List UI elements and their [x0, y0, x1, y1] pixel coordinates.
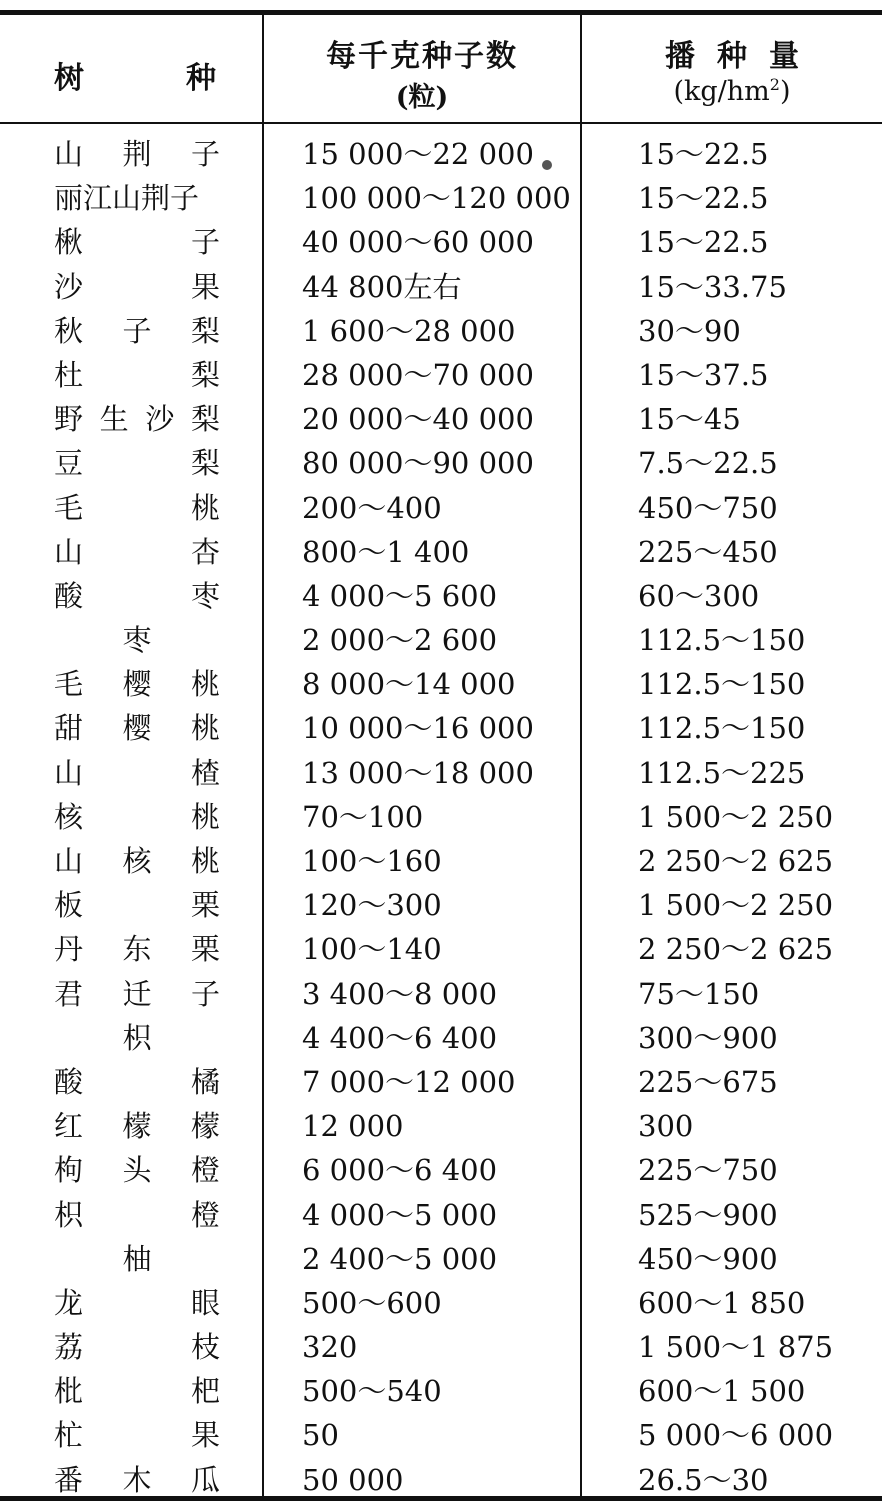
table-row — [0, 132, 882, 176]
table-row — [0, 751, 882, 795]
sowing-rate-cell: 225～750 — [638, 1153, 778, 1188]
species-cell: 野 生 沙 梨 — [54, 402, 220, 437]
seeds-count-cell: 800～1 400 — [302, 534, 470, 569]
seeds-count-cell: 100～160 — [302, 844, 442, 878]
species-cell: 甜 樱 桃 — [54, 711, 220, 746]
species-cell: 核 桃 — [54, 799, 220, 834]
table-header-rule — [0, 122, 882, 124]
table-row — [0, 1325, 882, 1369]
species-cell: 龙 眼 — [54, 1285, 220, 1320]
species-cell: 山 核 桃 — [54, 844, 220, 878]
species-cell: 番 木 瓜 — [54, 1462, 220, 1497]
table-row — [0, 353, 882, 397]
unit-text: (kg/hm — [673, 76, 770, 107]
sowing-rate-cell: 112.5～150 — [638, 623, 806, 658]
species-cell: 沙 果 — [54, 269, 220, 304]
table-row — [0, 1413, 882, 1457]
species-cell: 毛 桃 — [54, 490, 220, 525]
sowing-rate-cell: 75～150 — [638, 976, 760, 1011]
table-row — [0, 618, 882, 662]
species-cell: 酸 枣 — [54, 578, 220, 613]
seeds-count-cell: 2 000～2 600 — [302, 623, 498, 658]
unit-superscript: 2 — [769, 75, 780, 94]
header-seeds-unit: (粒) — [395, 82, 449, 113]
species-cell: 板 栗 — [54, 888, 220, 923]
sowing-rate-cell: 225～450 — [638, 534, 778, 569]
seeds-count-cell: 4 000～5 600 — [302, 578, 498, 613]
ink-speck — [542, 160, 552, 170]
species-cell: 山 杏 — [54, 534, 220, 569]
header-seeds-per-kg — [264, 15, 580, 122]
species-cell: 毛 樱 桃 — [54, 667, 220, 702]
seeds-count-cell: 12 000 — [302, 1109, 404, 1144]
sowing-rate-cell: 300～900 — [638, 1020, 778, 1055]
table-row — [0, 883, 882, 927]
table-row — [0, 1369, 882, 1413]
species-cell: 丹 东 栗 — [54, 932, 220, 967]
sowing-rate-cell: 15～22.5 — [638, 225, 769, 260]
seeds-count-cell: 100 000～120 000 — [302, 181, 571, 216]
seeds-count-cell: 7 000～12 000 — [302, 1064, 516, 1099]
seeds-count-cell: 6 000～6 400 — [302, 1153, 498, 1188]
table-row — [0, 839, 882, 883]
sowing-rate-cell: 15～45 — [638, 402, 741, 437]
seeds-count-cell: 15 000～22 000 — [302, 137, 534, 171]
sowing-rate-cell: 600～1 500 — [638, 1374, 806, 1409]
header-sowing-rate — [582, 15, 882, 122]
table-row — [0, 1193, 882, 1237]
seeds-count-cell: 50 — [302, 1418, 339, 1453]
species-cell: 枸 头 橙 — [54, 1153, 220, 1188]
species-cell: 山 楂 — [54, 755, 220, 790]
sowing-rate-cell: 5 000～6 000 — [638, 1418, 834, 1453]
sowing-rate-cell: 2 250～2 625 — [638, 932, 834, 967]
seeds-count-cell: 70～100 — [302, 799, 424, 834]
sowing-rate-cell: 1 500～2 250 — [638, 799, 834, 834]
seeds-count-cell: 320 — [302, 1330, 358, 1365]
table-row — [0, 176, 882, 220]
sowing-rate-cell: 15～33.75 — [638, 269, 787, 304]
sowing-rate-cell: 15～37.5 — [638, 357, 769, 392]
table-row — [0, 441, 882, 485]
seeds-count-cell: 8 000～14 000 — [302, 667, 516, 702]
sowing-rate-cell: 26.5～30 — [638, 1462, 769, 1497]
table-row — [0, 1104, 882, 1148]
seeds-count-cell: 1 600～28 000 — [302, 313, 516, 348]
species-cell: 君 迁 子 — [54, 976, 220, 1011]
table-row — [0, 706, 882, 750]
sowing-rate-cell: 60～300 — [638, 578, 760, 613]
species-cell: 荔 枝 — [54, 1330, 220, 1365]
species-cell: 丽江山荆子 — [54, 181, 200, 216]
sowing-rate-cell: 450～900 — [638, 1241, 778, 1276]
sowing-rate-cell: 15～22.5 — [638, 181, 769, 216]
species-cell: 酸 橘 — [54, 1064, 220, 1099]
table-row — [0, 220, 882, 264]
header-species-char: 种 — [186, 61, 216, 96]
seeds-count-cell: 4 000～5 000 — [302, 1197, 498, 1232]
table-row — [0, 486, 882, 530]
sowing-rate-cell: 525～900 — [638, 1197, 778, 1232]
seeds-count-cell: 28 000～70 000 — [302, 357, 534, 392]
table-row — [0, 1060, 882, 1104]
seeds-count-cell: 500～540 — [302, 1374, 442, 1409]
table-row — [0, 397, 882, 441]
header-species-char: 树 — [54, 61, 84, 96]
sowing-rate-cell: 15～22.5 — [638, 137, 769, 171]
sowing-rate-cell: 2 250～2 625 — [638, 844, 834, 878]
seeds-count-cell: 3 400～8 000 — [302, 976, 498, 1011]
seeds-count-cell: 80 000～90 000 — [302, 446, 534, 481]
table-row — [0, 1016, 882, 1060]
seeds-count-cell: 20 000～40 000 — [302, 402, 534, 437]
species-cell: 枇 杷 — [54, 1374, 220, 1409]
unit-text: ) — [779, 76, 791, 107]
sowing-rate-cell: 300 — [638, 1109, 694, 1144]
sowing-rate-cell: 600～1 850 — [638, 1285, 806, 1320]
species-cell: 秋 子 梨 — [54, 313, 220, 348]
table-row — [0, 265, 882, 309]
species-cell: 枳 橙 — [54, 1197, 220, 1232]
sowing-rate-cell: 1 500～2 250 — [638, 888, 834, 923]
table-row — [0, 927, 882, 971]
species-cell: 山 荆 子 — [54, 137, 220, 171]
table-row — [0, 1237, 882, 1281]
sowing-rate-cell: 112.5～150 — [638, 711, 806, 746]
species-cell: 枳 — [122, 1020, 152, 1055]
header-rate-unit — [582, 75, 882, 107]
species-cell: 豆 梨 — [54, 446, 220, 481]
table-row — [0, 574, 882, 618]
seeds-count-cell: 50 000 — [302, 1462, 404, 1497]
header-rate-title: 播种量 — [665, 39, 821, 74]
header-seeds-title: 每千克种子数 — [326, 39, 518, 74]
species-cell: 杜 梨 — [54, 357, 220, 392]
species-cell: 柚 — [122, 1241, 152, 1276]
species-cell: 红 檬 檬 — [54, 1109, 220, 1144]
seeds-count-cell: 13 000～18 000 — [302, 755, 534, 790]
table-row — [0, 795, 882, 839]
sowing-rate-cell: 112.5～150 — [638, 667, 806, 702]
sowing-rate-cell: 112.5～225 — [638, 755, 806, 790]
table-body — [0, 132, 882, 1502]
species-cell: 杧 果 — [54, 1418, 220, 1453]
sowing-rate-cell: 7.5～22.5 — [638, 446, 778, 481]
seeds-count-cell: 44 800左右 — [302, 269, 462, 304]
seeds-count-cell: 200～400 — [302, 490, 442, 525]
sowing-rate-cell: 30～90 — [638, 313, 741, 348]
seeds-count-cell: 2 400～5 000 — [302, 1241, 498, 1276]
table-row — [0, 1281, 882, 1325]
table-row — [0, 530, 882, 574]
sowing-rate-cell: 1 500～1 875 — [638, 1330, 834, 1365]
table-row — [0, 1458, 882, 1502]
seeds-count-cell: 100～140 — [302, 932, 442, 967]
sowing-rate-cell: 225～675 — [638, 1064, 778, 1099]
seeds-count-cell: 10 000～16 000 — [302, 711, 534, 746]
species-cell: 枣 — [122, 623, 152, 658]
seeds-count-cell: 4 400～6 400 — [302, 1020, 498, 1055]
species-cell: 楸 子 — [54, 225, 220, 260]
seeds-count-cell: 40 000～60 000 — [302, 225, 534, 260]
table-row — [0, 662, 882, 706]
seeds-count-cell: 120～300 — [302, 888, 442, 923]
table-row — [0, 309, 882, 353]
header-species — [0, 15, 262, 122]
table-row — [0, 972, 882, 1016]
table-row — [0, 1148, 882, 1192]
seeds-count-cell: 500～600 — [302, 1285, 442, 1320]
sowing-rate-cell: 450～750 — [638, 490, 778, 525]
